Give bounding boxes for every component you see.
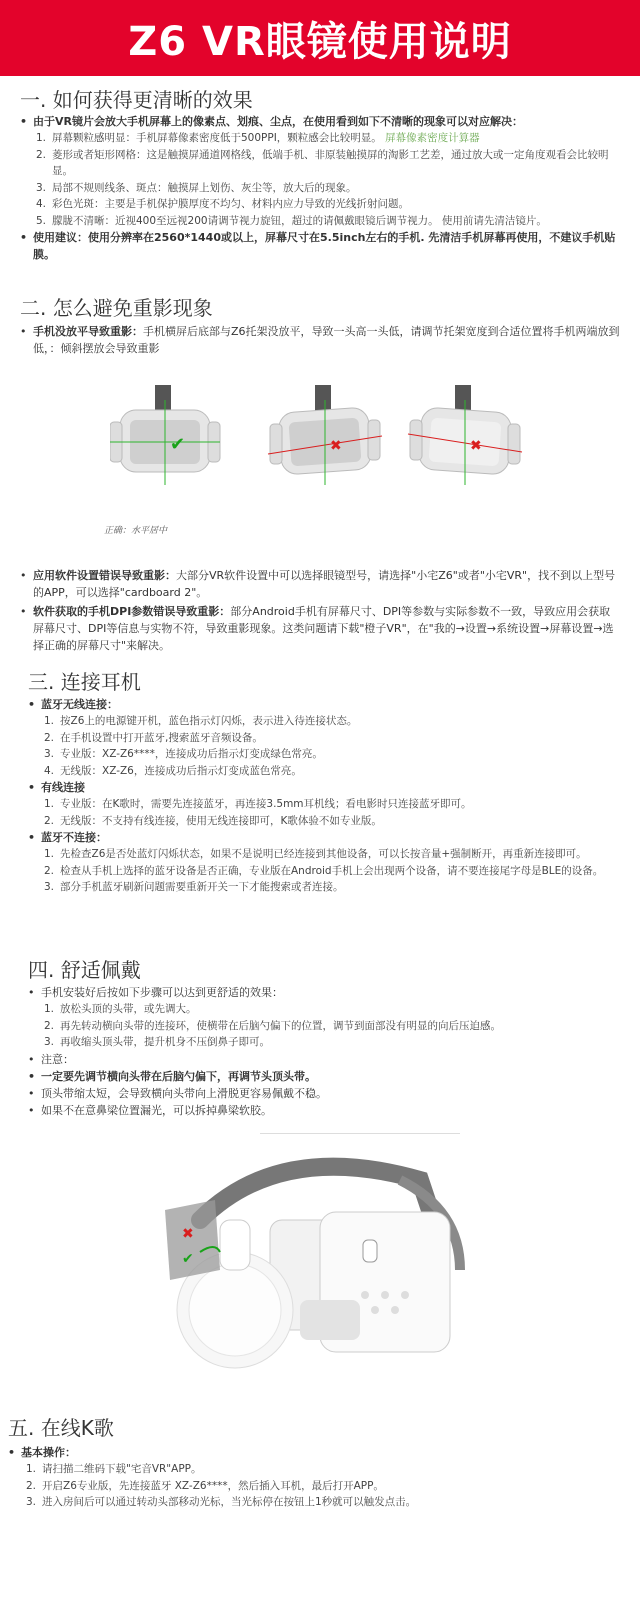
list-item: 3. 再收缩头顶头带，提升机身不压倒鼻子即可。: [44, 1036, 270, 1048]
svg-text:✖: ✖: [330, 438, 342, 454]
list-item: 2. 开启Z6专业版，先连接蓝牙 XZ-Z6****，然后插入耳机，最后打开APP。: [26, 1479, 384, 1492]
section-1-body: [20, 113, 620, 263]
section-5-body: [8, 1444, 620, 1511]
wired-label: • 有线连接: [28, 779, 620, 796]
section-1-list: [20, 130, 620, 229]
svg-text:✔: ✔: [170, 434, 186, 455]
section-5-heading: 五. 在线K歌: [8, 1416, 114, 1440]
page-title: Z6 VR眼镜使用说明: [128, 18, 512, 65]
svg-text:✖: ✖: [182, 1226, 194, 1242]
list-item: 1. 按Z6上的电源键开机，蓝色指示灯闪烁，表示进入待连接状态。: [44, 715, 358, 727]
section-2-bullets: • 应用软件设置错误导致重影：大部分VR软件设置中可以选择眼镜型号，请选择"小宅Z6"或者"小宅VR"，找不到以上型号的APP，可以选择"cardboard 2"。 • 软件获取的手机DPI参数错误导致重影：部分Android手机有屏幕尺寸、DPI等参数与实际参数不一致，导致应用会获取屏幕尺寸、DPI等信息与实物不符，导致重影现象。这类问题请下载"橙子VR"，在"我的→设置→系统设置→屏幕设置→选择正确的屏幕尺寸"来解决。: [20, 567, 620, 654]
headset-level-illustrations: [110, 380, 530, 490]
list-item: 1. 屏幕颗粒感明显：手机屏幕像素密度低于500PPI，颗粒感会比较明显。 屏幕像素密度计算器: [36, 132, 480, 144]
svg-text:✔: ✔: [182, 1251, 194, 1267]
svg-text:✖: ✖: [470, 438, 482, 454]
section-1-heading: 一. 如何获得更清晰的效果: [20, 88, 253, 112]
usage-advice: • 使用建议：使用分辨率在2560*1440或以上，屏幕尺寸在5.5inch左右的手机. 先清洁手机屏幕再使用，不建议手机贴膜。: [20, 229, 620, 263]
section-2-bullet-1: • 手机没放平导致重影：手机横屏后底部与Z6托架没放平，导致一头高一头低，请调节托架宽度到合适位置将手机两端放到低，：倾斜摆放会导致重影: [20, 323, 620, 357]
note-label: • 注意：: [28, 1051, 620, 1068]
list-item: 1. 专业版：在K歌时，需要先连接蓝牙，再连接3.5mm耳机线；看电影时只连接蓝牙即可。: [44, 798, 472, 810]
headset-level-correct-image: [110, 385, 220, 485]
illustration-caption: 正确：水平居中: [104, 526, 168, 536]
list-item: 2. 再先转动横向头带的连接环，使横带在后脑勺偏下的位置，调节到面部没有明显的向后压迫感。: [44, 1019, 501, 1032]
list-item: 1. 放松头顶的头带，或先调大。: [44, 1003, 197, 1015]
note-2: • 顶头带缩太短，会导致横向头带向上滑脱更容易佩戴不稳。: [28, 1085, 620, 1102]
headset-tilt-wrong-image-1: [268, 385, 382, 485]
bluetooth-fail-label: • 蓝牙不连接：: [28, 829, 620, 846]
list-item: 2. 菱形或者矩形网格：这是触摸屏通道网格线，低端手机、非原装触摸屏的淘影工艺差，通过放大或一定角度观看会比较明显。: [36, 148, 609, 177]
section-4-intro: • 手机安装好后按如下步骤可以达到更舒适的效果：: [28, 984, 620, 1001]
basic-ops-label: • 基本操作：: [8, 1444, 620, 1461]
list-item: 4. 无线版：XZ-Z6，连接成功后指示灯变成蓝色常亮。: [44, 764, 302, 777]
section-3-heading: 三. 连接耳机: [28, 670, 141, 694]
list-item: 3. 进入房间后可以通过转动头部移动光标，当光标停在按钮上1秒就可以触发点击。: [26, 1496, 417, 1508]
section-1-intro: • 由于VR镜片会放大手机屏幕上的像素点、划痕、尘点，在使用看到如下不清晰的现象可以对应解决：: [20, 113, 620, 130]
section-2-heading: 二. 怎么避免重影现象: [20, 296, 213, 320]
list-item: 5. 朦胧不清晰：近视400至远视200请调节视力旋钮，超过的请佩戴眼镜后调节视力。 使用前请先清洁镜片。: [36, 214, 547, 227]
list-item: 3. 局部不规则线条、斑点：触摸屏上划伤、灰尘等，放大后的现象。: [36, 181, 357, 194]
list-item: 2. 在手机设置中打开蓝牙,搜索蓝牙音频设备。: [44, 731, 263, 744]
note-3: • 如果不在意鼻梁位置漏光，可以拆掉鼻梁软胶。: [28, 1102, 620, 1119]
section-3-body: [28, 696, 620, 896]
ppi-calculator-link[interactable]: 屏幕像素密度计算器: [385, 132, 480, 144]
list-item: 3. 专业版：XZ-Z6****，连接成功后指示灯变成绿色常亮。: [44, 748, 323, 760]
list-item: 4. 彩色光斑：主要是手机保护膜厚度不均匀、材料内应力导致的光线折射问题。: [36, 198, 409, 210]
list-item: 2. 无线版：不支持有线连接，使用无线连接即可，K歌体验不如专业版。: [44, 814, 382, 827]
note-1: • 一定要先调节横向头带在后脑勺偏下，再调节头顶头带。: [28, 1068, 620, 1085]
list-item: 2. 检查从手机上选择的蓝牙设备是否正确，专业版在Android手机上会出现两个设备，请不要连接尾字母是BLE的设备。: [44, 864, 604, 877]
list-item: 1. 请扫描二维码下载"宅音VR"APP。: [26, 1463, 202, 1475]
section-4-heading: 四. 舒适佩戴: [28, 958, 141, 982]
title-banner: [0, 0, 640, 76]
headset-tilt-wrong-image-2: [408, 385, 522, 485]
bluetooth-label: • 蓝牙无线连接：: [28, 696, 620, 713]
list-item: 1. 先检查Z6是否处蓝灯闪烁状态，如果不是说明已经连接到其他设备，可以长按音量+强制断开，再重新连接即可。: [44, 848, 587, 860]
section-4-body: [28, 984, 620, 1119]
headset-side-view-image: [160, 1150, 490, 1380]
list-item: 3. 部分手机蓝牙刷新问题需要重新开关一下才能搜索或者连接。: [44, 881, 344, 893]
divider: [260, 1133, 460, 1134]
